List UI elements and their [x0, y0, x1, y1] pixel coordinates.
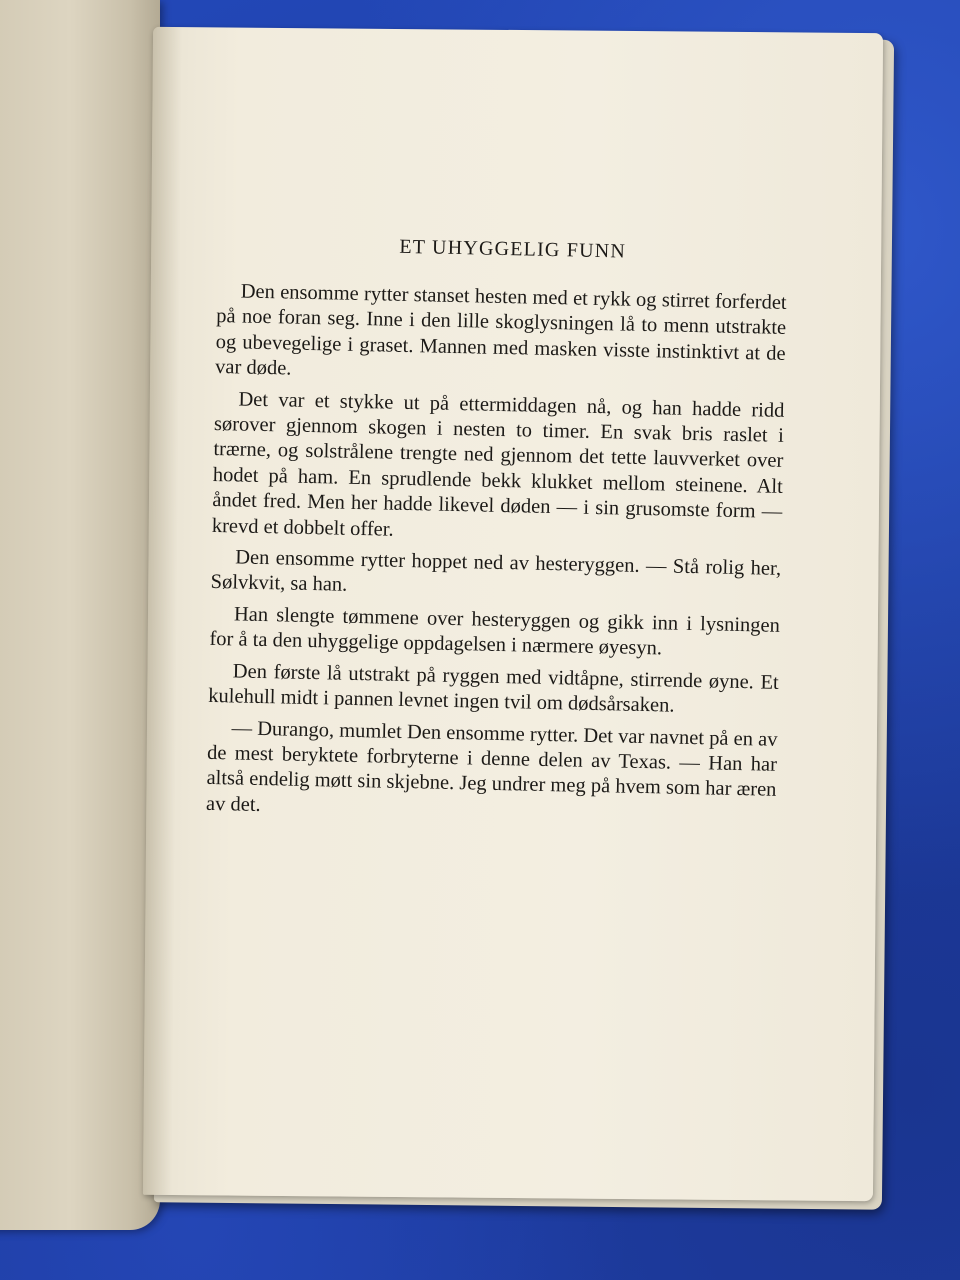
paragraph-5: Den første lå utstrakt på ryggen med vidtåpne, stirrende øyne. Et kulehull midt i pannen levnet ingen tvil om dødsårsaken.	[208, 660, 779, 717]
paragraph-2: Det var et stykke ut på ettermiddagen nå, og han hadde ridd sørover gjennom skogen i nesten to timer. En svak bris raslet i trærne, og solstrålene trengte ned gjennom det tette lauvverket over hodet på ham. En sprudlende bekk klukket mellom steinene. Alt åndet fred. Men her hadde likevel døden — i sin grusomste form — krevd et dobbelt offer.	[211, 388, 785, 541]
chapter-title: ET UHYGGELIG FUNN	[399, 235, 627, 263]
paragraph-4: Han slengte tømmene over hesteryggen og gikk inn i lysningen for å ta den uhyggelige oppdagelsen i nærmere øyesyn.	[209, 603, 781, 660]
facing-left-page	[0, 0, 160, 1230]
paragraph-3: Den ensomme rytter hoppet ned av hesteryggen. — Stå rolig her, Sølvkvit, sa han.	[210, 546, 782, 597]
paragraph-6: — Durango, mumlet Den ensomme rytter. Det var navnet på en av de mest beryktete forbryterne i denne delen av Texas. — Han har altså endelig møtt sin skjebne. Jeg undrer meg på hvem som har æren av det.	[205, 716, 778, 816]
paragraph-1: Den ensomme rytter stanset hesten med et rykk og stirret forferdet på noe foran seg. Inne i den lille skoglysningen lå to menn utstrakte og ubevegelige i graset. Mannen med masken visste instinktivt at de var døde.	[214, 280, 787, 380]
page-text-block	[206, 232, 788, 835]
